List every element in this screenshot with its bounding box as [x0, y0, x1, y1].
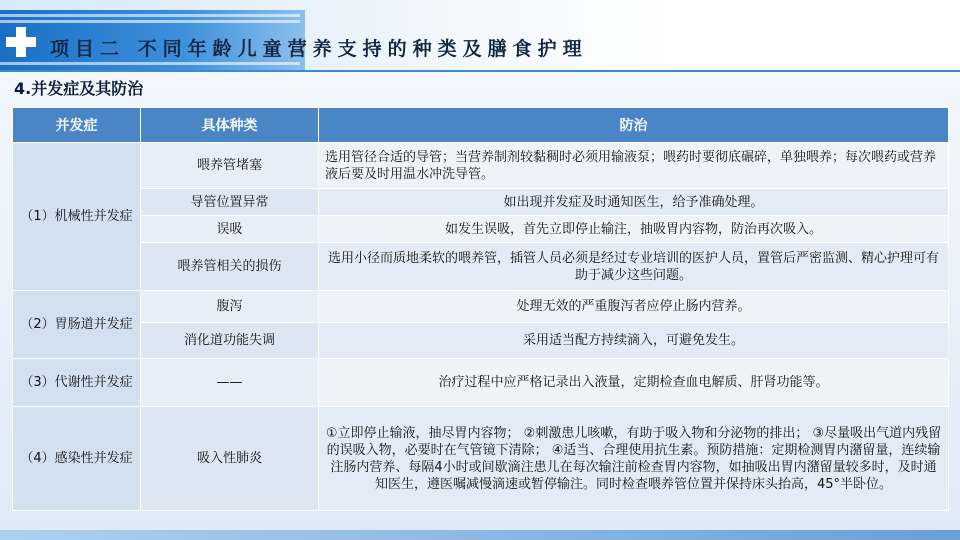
prevention-cell: 采用适当配方持续滴入，可避免发生。 [319, 323, 949, 359]
type-cell: —— [141, 359, 319, 407]
type-cell: 误吸 [141, 216, 319, 243]
table-header-row [13, 108, 949, 143]
header-underline [0, 70, 960, 72]
table-row [13, 189, 949, 216]
prevention-cell: 如发生误吸，首先立即停止输注，抽吸胃内容物，防治再次吸入。 [319, 216, 949, 243]
column-header-prevention: 防治 [319, 108, 949, 143]
prevention-cell: 处理无效的严重腹泻者应停止肠内营养。 [319, 291, 949, 323]
prevention-cell: 如出现并发症及时通知医生，给予准确处理。 [319, 189, 949, 216]
table-row [13, 323, 949, 359]
complication-cell: （4）感染性并发症 [13, 407, 141, 511]
table-row [13, 243, 949, 291]
type-cell: 喂养管堵塞 [141, 143, 319, 189]
prevention-cell: 选用管径合适的导管；当营养制剂较黏稠时必须用输液泵；喂药时要彻底碾碎，单独喂养；每次喂药或营养液后要及时用温水冲洗导管。 [319, 143, 949, 189]
complication-cell: （3）代谢性并发症 [13, 359, 141, 407]
column-header-complication: 并发症 [13, 108, 141, 143]
prevention-cell: ①立即停止输液，抽尽胃内容物； ②刺激患儿咳嗽，有助于吸入物和分泌物的排出； ③尽量吸出气道内残留的误吸入物，必要时在气管镜下清除； ④适当、合理使用抗生素。预防措施：定期检测胃内潴留量，连续输注肠内营养、每隔4小时或间歇滴注患儿在每次输注前检查胃内容物，如抽吸出胃内潴留量较多时，及时通知医生，遵医嘱减慢滴速或暂停输注。同时检查喂养管位置并保持床头抬高，45°半卧位。 [319, 407, 949, 511]
complication-cell: （1）机械性并发症 [13, 143, 141, 291]
table-row [13, 407, 949, 511]
complications-table [12, 107, 949, 511]
prevention-cell: 治疗过程中应严格记录出入液量，定期检查血电解质、肝肾功能等。 [319, 359, 949, 407]
page-title: 项目二 不同年龄儿童营养支持的种类及膳食护理 [50, 38, 588, 60]
medical-cross-icon [6, 27, 36, 57]
table-row [13, 291, 949, 323]
footer-accent [0, 530, 960, 540]
type-cell: 喂养管相关的损伤 [141, 243, 319, 291]
table-row [13, 216, 949, 243]
type-cell: 吸入性肺炎 [141, 407, 319, 511]
complication-cell: （2）胃肠道并发症 [13, 291, 141, 359]
section-heading: 4.并发症及其防治 [14, 79, 144, 98]
header-stripe [0, 20, 300, 23]
type-cell: 消化道功能失调 [141, 323, 319, 359]
table-row [13, 359, 949, 407]
header-banner [0, 0, 960, 72]
type-cell: 导管位置异常 [141, 189, 319, 216]
header-stripe [0, 62, 300, 65]
header-stripe [0, 14, 300, 17]
type-cell: 腹泻 [141, 291, 319, 323]
prevention-cell: 选用小径而质地柔软的喂养管，插管人员必须是经过专业培训的医护人员，置管后严密监测、精心护理可有助于减少这些问题。 [319, 243, 949, 291]
table-row [13, 143, 949, 189]
column-header-type: 具体种类 [141, 108, 319, 143]
